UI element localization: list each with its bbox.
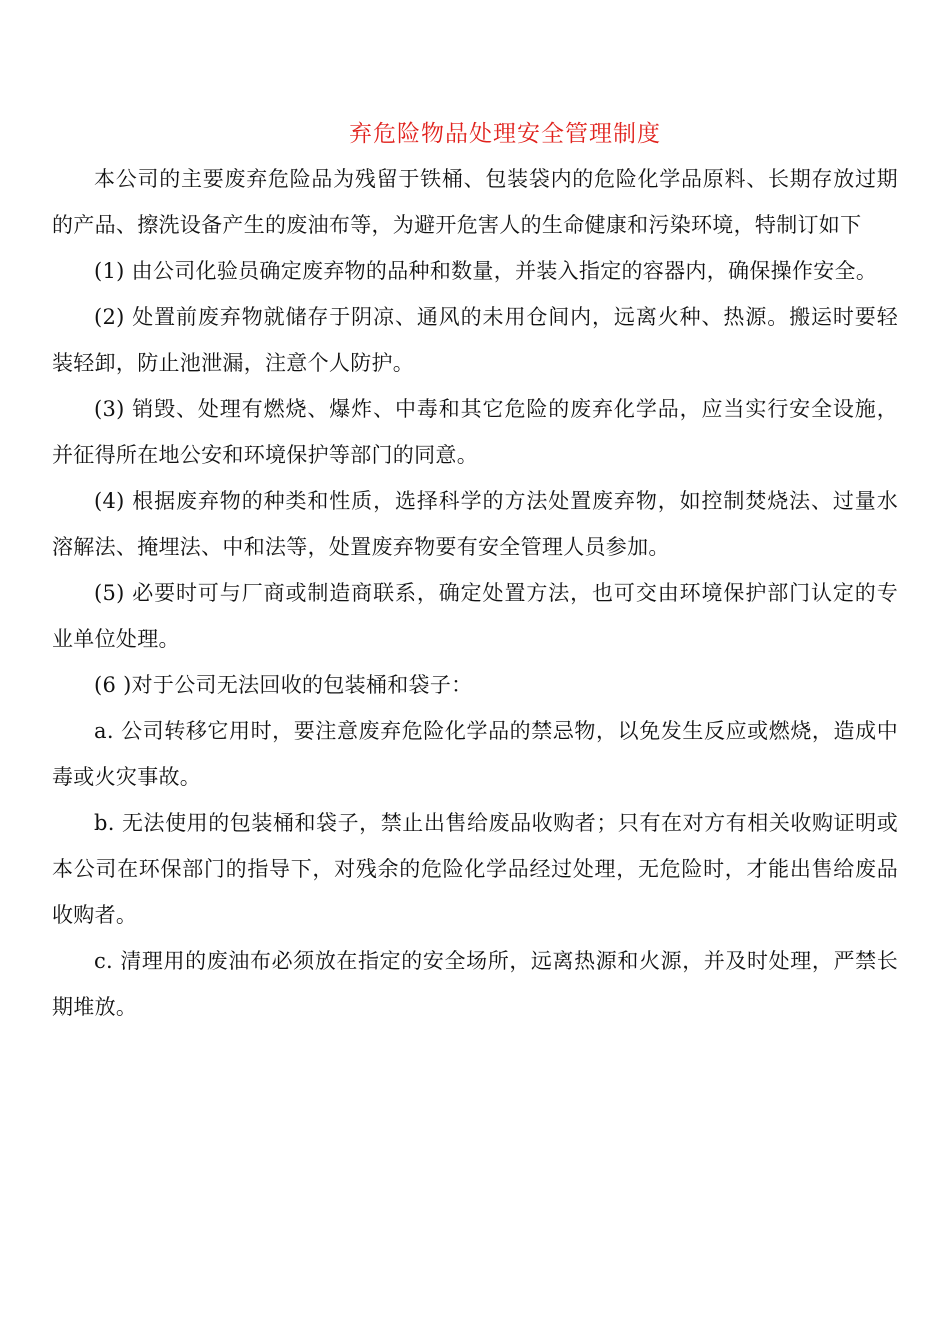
clause-2-paragraph: (2) 处置前废弃物就储存于阴凉、通风的未用仓间内，远离火种、热源。搬运时要轻装轻卸，防止池泄漏，注意个人防护。 xyxy=(52,305,898,375)
document-title: 弃危险物品处理安全管理制度 xyxy=(349,121,661,147)
clause-6b-paragraph: b. 无法使用的包装桶和袋子，禁止出售给废品收购者；只有在对方有相关收购证明或本公司在环保部门的指导下，对残余的危险化学品经过处理，无危险时，才能出售给废品收购者。 xyxy=(52,811,898,927)
clause-4-paragraph: (4) 根据废弃物的种类和性质，选择科学的方法处置废弃物，如控制焚烧法、过量水溶解法、掩埋法、中和法等，处置废弃物要有安全管理人员参加。 xyxy=(52,489,898,559)
clause-6a-paragraph: a. 公司转移它用时，要注意废弃危险化学品的禁忌物，以免发生反应或燃烧，造成中毒或火灾事故。 xyxy=(52,719,898,789)
clause-6-paragraph: (6 )对于公司无法回收的包装桶和袋子： xyxy=(94,673,473,697)
clause-6c-paragraph: c. 清理用的废油布必须放在指定的安全场所，远离热源和火源，并及时处理，严禁长期堆放。 xyxy=(52,949,898,1019)
document-page xyxy=(52,112,898,1030)
intro-paragraph: 本公司的主要废弃危险品为残留于铁桶、包装袋内的危险化学品原料、长期存放过期的产品、擦洗设备产生的废油布等，为避开危害人的生命健康和污染环境，特制订如下 xyxy=(52,167,898,237)
clause-5-paragraph: (5) 必要时可与厂商或制造商联系，确定处置方法，也可交由环境保护部门认定的专业单位处理。 xyxy=(52,581,898,651)
clause-3-paragraph: (3) 销毁、处理有燃烧、爆炸、中毒和其它危险的废弃化学品，应当实行安全设施，并征得所在地公安和环境保护等部门的同意。 xyxy=(52,397,898,467)
clause-1-paragraph: (1) 由公司化验员确定废弃物的品种和数量，并装入指定的容器内，确保操作安全。 xyxy=(94,259,878,283)
